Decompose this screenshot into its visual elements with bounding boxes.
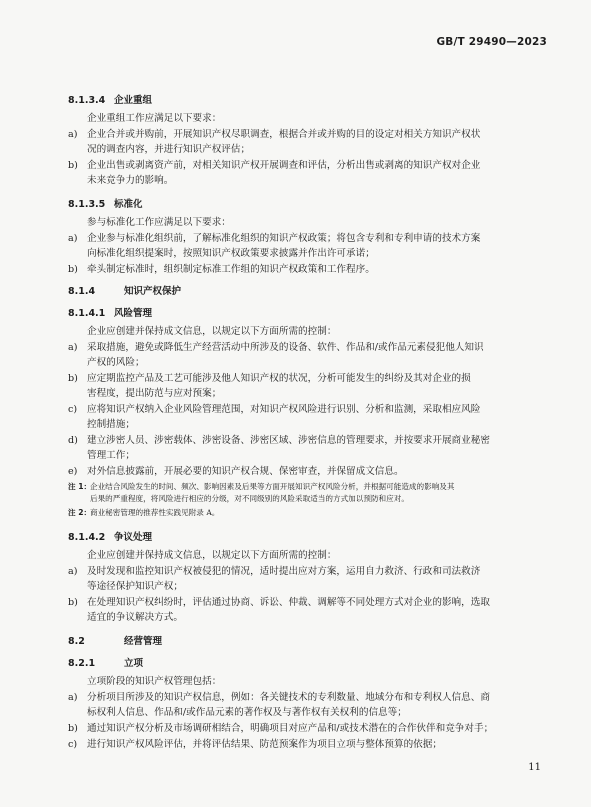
list-marker: a) — [68, 233, 78, 244]
list-line: 适宜的争议解决方式。 — [87, 612, 183, 623]
list-marker: a) — [68, 566, 78, 577]
list-item — [68, 402, 538, 432]
paragraph: 立项阶段的知识产权管理包括： — [87, 676, 222, 687]
list-item — [68, 127, 538, 157]
list-marker: b) — [68, 597, 78, 608]
heading-title: 企业重组 — [114, 95, 153, 106]
list-item — [68, 231, 538, 261]
list-marker: a) — [68, 692, 78, 703]
heading-8-1-4-2 — [68, 529, 538, 546]
heading-title: 知识产权保护 — [124, 286, 182, 297]
list-line: 牵头制定标准时，组织制定标准工作组的知识产权政策和工作程序。 — [87, 264, 375, 275]
paragraph: 参与标准化工作应满足以下要求： — [87, 217, 231, 228]
list-line: 及时发现和监控知识产权被侵犯的情况，适时提出应对方案，运用自力救济、行政和司法救济 — [87, 566, 481, 577]
note-line: 商业秘密管理的推荐性实践见附录 A。 — [90, 508, 220, 517]
note-label: 注 1： — [68, 482, 92, 491]
list-line: 向标准化组织提案时，按照知识产权政策要求披露并作出许可承诺； — [87, 248, 375, 259]
list-marker: c) — [68, 739, 78, 750]
heading-number: 8.1.3.5 — [68, 199, 106, 210]
note — [68, 481, 538, 505]
page-content — [68, 88, 538, 752]
note — [68, 507, 538, 519]
heading-8-1-4 — [68, 283, 538, 300]
heading-title: 经营管理 — [124, 636, 163, 647]
heading-number: 8.1.4.1 — [68, 308, 106, 319]
list-line: 建立涉密人员、涉密载体、涉密设备、涉密区域、涉密信息的管理要求，并按要求开展商业秘密 — [87, 435, 490, 446]
list-marker: b) — [68, 723, 78, 734]
list-line: 采取措施，避免或降低生产经营活动中所涉及的设备、软件、作品和/或作品元素侵犯他人知识 — [87, 342, 484, 353]
list-line: 控制措施； — [87, 419, 135, 430]
list-marker: d) — [68, 435, 78, 446]
note-label: 注 2： — [68, 508, 92, 517]
list-line: 企业合并或并购前，开展知识产权尽职调查，根据合并或并购的目的设定对相关方知识产权状 — [87, 129, 481, 140]
list-item — [68, 564, 538, 594]
list-line: 产权的风险； — [87, 357, 145, 368]
heading-title: 争议处理 — [114, 532, 153, 543]
list-line: 等途径保护知识产权； — [87, 581, 183, 592]
paragraph: 企业应创建并保持成文信息，以规定以下方面所需的控制： — [87, 550, 337, 561]
paragraph: 企业应创建并保持成文信息，以规定以下方面所需的控制： — [87, 326, 337, 337]
note-line: 企业结合风险发生的时间、频次、影响因素及后果等方面开展知识产权风险分析，并根据可能造成的影响及其 — [90, 482, 455, 491]
heading-number: 8.2.1 — [68, 658, 96, 669]
heading-number: 8.1.4.2 — [68, 532, 106, 543]
list-marker: b) — [68, 373, 78, 384]
list-line: 分析项目所涉及的知识产权信息，例如：各关键技术的专利数量、地域分布和专利权人信息、商 — [87, 692, 490, 703]
list-item — [68, 721, 538, 736]
standard-code: GB/T 29490—2023 — [436, 36, 547, 48]
list-marker: b) — [68, 160, 78, 171]
list-item — [68, 433, 538, 463]
list-line: 进行知识产权风险评估，并将评估结果、防范预案作为项目立项与整体预算的依据； — [87, 739, 442, 750]
heading-8-1-4-1 — [68, 305, 538, 322]
list-item — [68, 737, 538, 752]
list-item — [68, 690, 538, 720]
heading-number: 8.1.4 — [68, 286, 96, 297]
heading-title: 标准化 — [114, 199, 143, 210]
list-marker: b) — [68, 264, 78, 275]
list-marker: c) — [68, 404, 78, 415]
list-item — [68, 262, 538, 277]
heading-number: 8.2 — [68, 636, 85, 647]
list-line: 对外信息披露前，开展必要的知识产权合规、保密审查，并保留成文信息。 — [87, 466, 404, 477]
list-item — [68, 464, 538, 479]
list-line: 标权利人信息、作品和/或作品元素的著作权及与著作权有关权利的信息等； — [87, 707, 407, 718]
heading-title: 立项 — [124, 658, 144, 669]
list-item — [68, 371, 538, 401]
heading-8-2-1 — [68, 655, 538, 672]
list-item — [68, 158, 538, 188]
list-item — [68, 340, 538, 370]
list-marker: a) — [68, 342, 78, 353]
paragraph: 企业重组工作应满足以下要求： — [87, 113, 222, 124]
heading-8-1-3-5 — [68, 196, 538, 213]
list-line: 管理工作； — [87, 450, 135, 461]
list-line: 企业出售或剥离资产前，对相关知识产权开展调查和评估，分析出售或剥离的知识产权对企业 — [87, 160, 481, 171]
heading-title: 风险管理 — [114, 308, 153, 319]
note-line: 后果的严重程度，将风险进行相应的分级，对不同级别的风险采取适当的方式加以预防和应对。 — [90, 494, 409, 503]
list-line: 通过知识产权分析及市场调研相结合，明确项目对应产品和/或技术潜在的合作伙伴和竞争对手； — [87, 723, 494, 734]
list-line: 未来竞争力的影响。 — [87, 175, 174, 186]
list-line: 企业参与标准化组织前，了解标准化组织的知识产权政策；将包含专利和专利申请的技术方案 — [87, 233, 481, 244]
list-marker: e) — [68, 466, 78, 477]
heading-8-1-3-4 — [68, 92, 538, 109]
list-line: 在处理知识产权纠纷时，评估通过协商、诉讼、仲裁、调解等不同处理方式对企业的影响，选取 — [87, 597, 490, 608]
page-number: 11 — [528, 762, 541, 773]
heading-number: 8.1.3.4 — [68, 95, 106, 106]
list-line: 应将知识产权纳入企业风险管理范围，对知识产权风险进行识别、分析和监测，采取相应风险 — [87, 404, 481, 415]
heading-8-2 — [68, 633, 538, 650]
list-line: 害程度，提出防范与应对预案； — [87, 388, 222, 399]
list-marker: a) — [68, 129, 78, 140]
list-line: 应定期监控产品及工艺可能涉及他人知识产权的状况，分析可能发生的纠纷及其对企业的损 — [87, 373, 471, 384]
list-line: 况的调查内容，并进行知识产权评估； — [87, 144, 251, 155]
list-item — [68, 595, 538, 625]
